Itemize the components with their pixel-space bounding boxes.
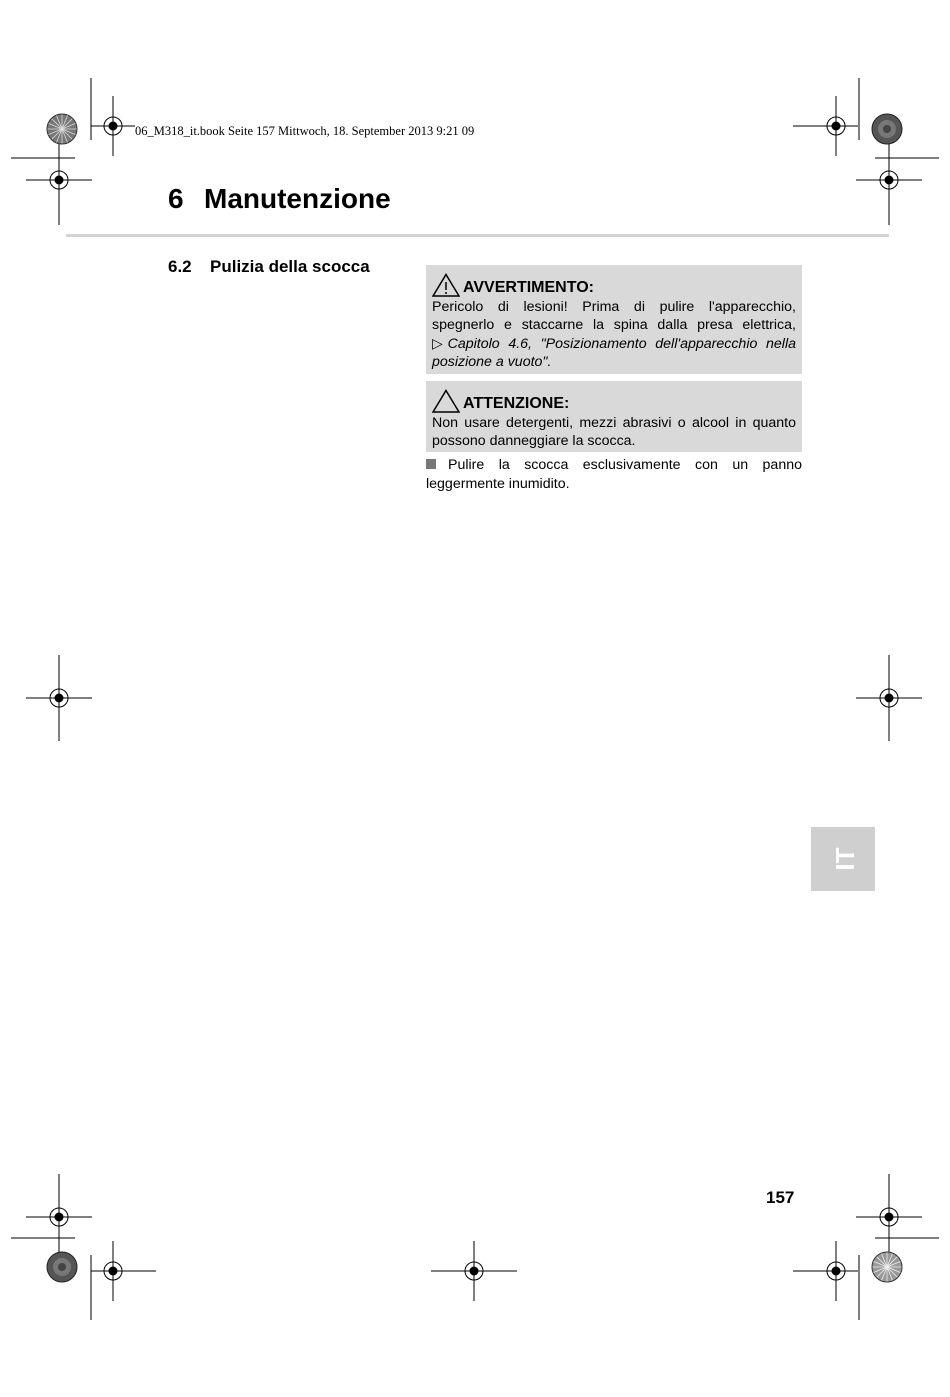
bullet-square-icon: [426, 459, 436, 469]
chapter-divider: [66, 234, 889, 237]
caution-triangle-icon: [432, 389, 460, 413]
page-number: 157: [766, 1188, 795, 1207]
language-tab: [811, 827, 875, 891]
warning-triangle-icon: [432, 273, 460, 297]
warning-label: AVVERTIMENTO:: [463, 279, 594, 296]
warning-box: [426, 265, 802, 374]
warning-message: Pericolo di lesioni! Prima di pulire l'apparecchio, spegnerlo e staccarne la spina dalla presa elettrica,: [432, 299, 796, 334]
section-number: 6.2: [168, 257, 192, 276]
chapter-title-text: Manutenzione: [204, 183, 391, 214]
instruction-item: [426, 456, 802, 494]
caution-header: [432, 387, 796, 413]
language-tab-label: IT: [829, 847, 860, 871]
caution-label: ATTENZIONE:: [463, 395, 570, 412]
warning-header: [432, 271, 796, 297]
caution-text: Non usare detergenti, mezzi abrasivi o alcool in quanto possono danneggiare la scocca.: [432, 415, 796, 450]
caution-box: [426, 381, 802, 452]
instruction-text: Pulire la scocca esclusivamente con un panno leggermente inumidito.: [426, 457, 802, 492]
chapter-reference-link[interactable]: Capitolo 4.6, "Posizionamento dell'apparecchio nella posizione a vuoto".: [432, 335, 796, 371]
section-title: [168, 257, 370, 277]
warning-text: [432, 298, 796, 372]
section-title-text: Pulizia della scocca: [210, 257, 370, 276]
chapter-title: [168, 183, 391, 215]
reference-marker: ▷: [432, 335, 448, 352]
print-header: 06_M318_it.book Seite 157 Mittwoch, 18. September 2013 9:21 09: [135, 124, 475, 138]
chapter-number: 6: [168, 183, 184, 214]
